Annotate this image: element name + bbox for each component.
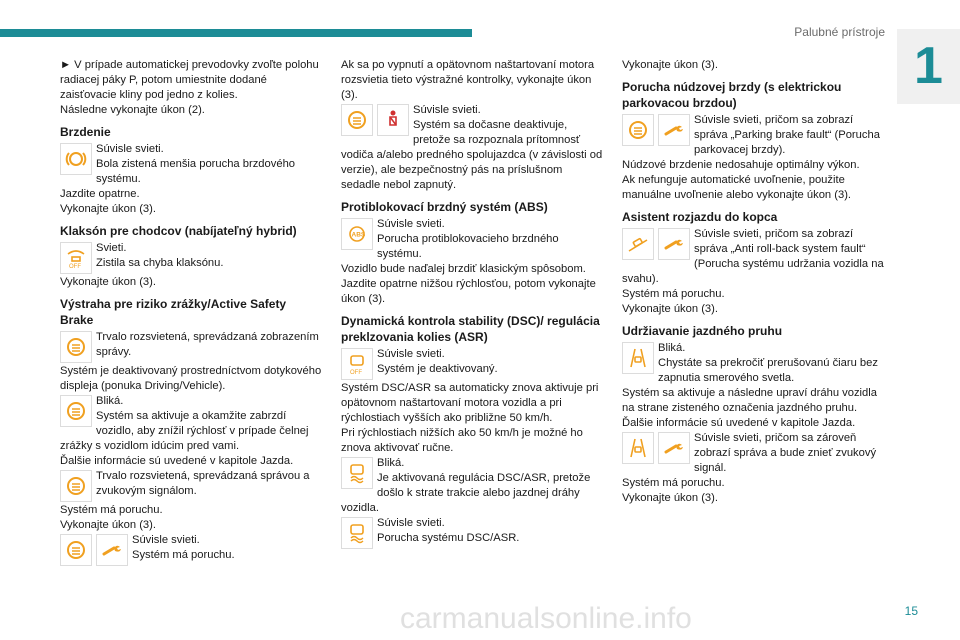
text: Systém sa aktivuje a následne upraví dráhu vozidla na strane zisteného označenia jazdného pruhu.: [622, 387, 877, 414]
page-number: 15: [904, 604, 918, 618]
collision-warning-icon: [60, 395, 92, 427]
text: Porucha protiblokovacieho brzdného systému.: [377, 233, 559, 260]
column-3: [622, 58, 884, 506]
text: Trvalo rozsvietená, sprevádzaná správou a zvukovým signálom.: [96, 470, 310, 497]
text: Ďalšie informácie sú uvedené v kapitole Jazda.: [60, 455, 294, 467]
text: Svieti.: [96, 242, 127, 254]
collision-warning-icon: [60, 534, 92, 566]
watermark: carmanualsonline.info: [400, 602, 692, 635]
text: Systém má poruchu.: [132, 549, 235, 561]
service-wrench-icon: [658, 228, 690, 260]
chapter-tab: [897, 29, 960, 104]
text: Súvisle svieti.: [377, 348, 445, 360]
heading-dsc-asr: Dynamická kontrola stability (DSC)/ regulácia preklzovania kolies (ASR): [341, 314, 600, 344]
svg-text:OFF: OFF: [69, 264, 81, 270]
text: Bola zistená menšia porucha brzdového systému.: [96, 158, 296, 185]
text: Systém DSC/ASR sa automaticky znova aktivuje pri opätovnom naštartovaní motora vozidla a pri rýchlostiach vyšších ako približne 50 km/h.: [341, 382, 599, 424]
text: Je aktivovaná regulácia DSC/ASR, pretože došlo k strate trakcie alebo jazdnej dráhy vozidla.: [341, 472, 591, 514]
text: Vykonajte úkon (3).: [60, 519, 156, 531]
text: Systém má poruchu.: [60, 504, 163, 516]
text: Vozidlo bude naďalej brzdiť klasickým spôsobom.: [341, 263, 586, 275]
hill-assist-icon: [622, 228, 654, 260]
text: Súvisle svieti.: [377, 517, 445, 529]
dsc-icon: [341, 457, 373, 489]
chapter-number: 1: [914, 37, 943, 95]
heading-epb: Porucha núdzovej brzdy (s elektrickou parkovacou brzdou): [622, 80, 842, 110]
text: Vykonajte úkon (3).: [622, 303, 718, 315]
text: Systém je deaktivovaný.: [377, 363, 498, 375]
collision-warning-icon: [60, 470, 92, 502]
heading-abs: Protiblokovací brzdný systém (ABS): [341, 200, 548, 214]
service-wrench-icon: [658, 432, 690, 464]
text: Súvisle svieti, pričom sa zároveň zobrazí správa a bude znieť zvukový signál.: [694, 432, 877, 474]
abs-icon: [341, 218, 373, 250]
text: Súvisle svieti, pričom sa zobrazí správa „Anti roll-back system fault“ (Porucha systému udržania vozidla na svahu).: [622, 228, 884, 285]
pedestrian-horn-off-icon: [60, 242, 92, 274]
dsc-icon: [341, 517, 373, 549]
text: Súvisle svieti.: [377, 218, 445, 230]
paragraph: Ak sa po vypnutí a opätovnom naštartovaní motora rozsvietia tieto výstražné kontrolky, vykonajte úkon (3).: [341, 59, 595, 101]
text: Jazdite opatrne.: [60, 188, 140, 200]
column-1: [60, 58, 322, 567]
heading-brzdenie: Brzdenie: [60, 125, 111, 139]
lane-keeping-icon: [622, 432, 654, 464]
service-wrench-icon: [96, 534, 128, 566]
seatbelt-icon: [377, 104, 409, 136]
text: Bliká.: [658, 342, 686, 354]
service-wrench-icon: [658, 114, 690, 146]
section-title: Palubné prístroje: [794, 25, 885, 39]
heading-hill-start: Asistent rozjazdu do kopca: [622, 210, 778, 224]
text: Núdzové brzdenie nedosahuje optimálny výkon.: [622, 159, 860, 171]
svg-text:OFF: OFF: [350, 370, 362, 376]
text: Systém je deaktivovaný prostredníctvom dotykového displeja (ponuka Driving/Vehicle).: [60, 365, 322, 392]
text: Porucha systému DSC/ASR.: [377, 532, 520, 544]
text: Bliká.: [377, 457, 405, 469]
text: Vykonajte úkon (3).: [60, 276, 156, 288]
paragraph: ► V prípade automatickej prevodovky zvoľte polohu radiacej páky P, potom umiestnite dodané zaisťovacie kliny pod jedno z kolies.: [60, 59, 319, 101]
collision-warning-icon: [622, 114, 654, 146]
collision-warning-icon: [60, 331, 92, 363]
paragraph: Vykonajte úkon (3).: [622, 59, 718, 71]
text: Súvisle svieti, pričom sa zobrazí správa „Parking brake fault“ (Porucha parkovacej brzdy).: [694, 114, 880, 156]
header-accent-bar: [0, 29, 472, 37]
lane-keeping-icon: [622, 342, 654, 374]
dsc-off-icon: [341, 348, 373, 380]
text: Systém sa aktivuje a okamžite zabrzdí vozidlo, aby znížil rýchlosť v prípade čelnej zrážky s vozidlom idúcim pred vami.: [60, 410, 309, 452]
text: Chystáte sa prekročiť prerušovanú čiaru bez zapnutia smerového svetla.: [658, 357, 878, 384]
text: Jazdite opatrne nižšou rýchlosťou, potom vykonajte úkon (3).: [341, 278, 596, 305]
brake-warning-icon: [60, 143, 92, 175]
collision-warning-icon: [341, 104, 373, 136]
text: Zistila sa chyba klaksónu.: [96, 257, 224, 269]
text: Vykonajte úkon (3).: [622, 492, 718, 504]
column-2: [341, 58, 603, 550]
text: Vykonajte úkon (3).: [60, 203, 156, 215]
heading-klakson: Klaksón pre chodcov (nabíjateľný hybrid): [60, 224, 297, 238]
text: Ďalšie informácie sú uvedené v kapitole Jazda.: [622, 417, 856, 429]
paragraph: Následne vykonajte úkon (2).: [60, 104, 205, 116]
heading-lane-keeping: Udržiavanie jazdného pruhu: [622, 324, 783, 338]
text: Pri rýchlostiach nižších ako 50 km/h je možné ho znova aktivovať ručne.: [341, 427, 583, 454]
text: Systém má poruchu.: [622, 288, 725, 300]
text: Súvisle svieti.: [96, 143, 164, 155]
text: Súvisle svieti.: [132, 534, 200, 546]
text: Systém sa dočasne deaktivuje, pretože sa rozpoznala prítomnosť vodiča a/alebo predného spolujazdca (v závislosti od verzie), ale bezpečnostný pás na príslušnom sedadle nebol zapnutý.: [341, 119, 603, 191]
text: Trvalo rozsvietená, sprevádzaná zobrazením správy.: [96, 331, 319, 358]
text: Súvisle svieti.: [413, 104, 481, 116]
text: Bliká.: [96, 395, 124, 407]
text: Ak nefunguje automatické uvoľnenie, použite manuálne uvoľnenie alebo vykonajte úkon (3).: [622, 174, 852, 201]
heading-active-safety-brake: Výstraha pre riziko zrážky/Active Safety Brake: [60, 297, 287, 327]
text: Systém má poruchu.: [622, 477, 725, 489]
svg-text:ABS: ABS: [351, 231, 366, 239]
